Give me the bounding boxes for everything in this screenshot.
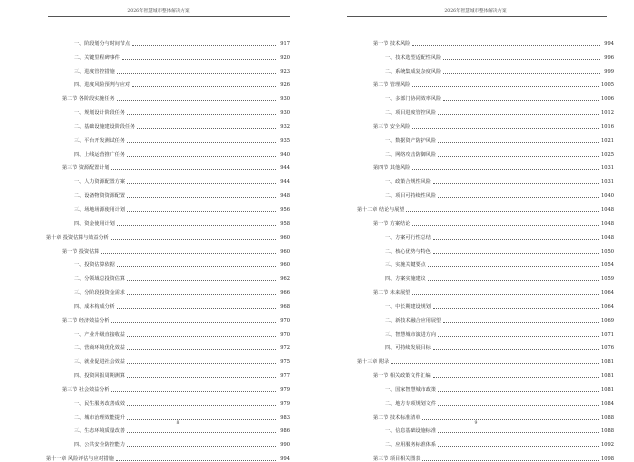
toc-entry[interactable] xyxy=(357,213,614,227)
toc-entry[interactable] xyxy=(46,351,290,365)
toc-entry[interactable] xyxy=(46,365,290,379)
dot-leader xyxy=(438,446,599,447)
dot-leader xyxy=(127,446,276,447)
toc-entry-label: 四、进度风险预判与应对 xyxy=(74,82,131,89)
toc-entry-label: 一、阶段划分与时间节点 xyxy=(74,40,131,47)
right-page xyxy=(317,0,634,462)
toc-entry-label: 第二节 未来展望 xyxy=(373,290,411,297)
dot-leader xyxy=(433,253,599,254)
toc-entry[interactable] xyxy=(357,185,614,199)
toc-entry-page: 1081 xyxy=(601,373,614,380)
toc-entry-page: 1040 xyxy=(601,193,614,200)
toc-entry-label: 二、新技术融合应用展望 xyxy=(385,317,442,324)
toc-entry[interactable] xyxy=(46,393,290,407)
toc-entry-label: 一、多部门协同效率风险 xyxy=(385,96,442,103)
toc-entry[interactable] xyxy=(357,47,614,61)
toc-entry[interactable] xyxy=(46,310,290,324)
dot-leader xyxy=(443,322,599,323)
toc-entry[interactable] xyxy=(46,379,290,393)
toc-entry-label: 四、上线运营推广任务 xyxy=(74,151,125,158)
toc-entry-page: 930 xyxy=(280,110,290,117)
dot-leader xyxy=(127,197,276,198)
toc-entry-label: 二、核心优势与特色 xyxy=(385,248,431,255)
toc-entry[interactable] xyxy=(357,448,614,462)
toc-entry-label: 第十二章 结论与展望 xyxy=(357,206,405,213)
dot-leader xyxy=(117,308,276,309)
toc-entry-page: 983 xyxy=(280,414,290,421)
dot-leader xyxy=(433,239,599,240)
toc-entry-label: 第二节 各阶段实施任务 xyxy=(62,96,115,103)
toc-entry-page: 1076 xyxy=(601,345,614,352)
toc-entry-label: 第十章 投资估算与效益分析 xyxy=(46,234,109,241)
dot-leader xyxy=(127,336,276,337)
dot-leader xyxy=(127,363,276,364)
toc-entry-label: 一、信息基础设施标准 xyxy=(385,428,436,435)
toc-entry-page: 1064 xyxy=(601,290,614,297)
toc-entry-page: 1098 xyxy=(601,456,614,462)
toc-entry[interactable] xyxy=(357,88,614,102)
toc-entry-page: 960 xyxy=(280,248,290,255)
toc-entry-label: 第三节 项目相关图表 xyxy=(373,456,421,462)
toc-entry[interactable] xyxy=(46,296,290,310)
toc-entry-label: 第一节 方案结论 xyxy=(373,220,411,227)
toc-entry[interactable] xyxy=(357,338,614,352)
dot-leader xyxy=(412,128,599,129)
toc-entry-page: 926 xyxy=(280,82,290,89)
toc-entry-label: 四、投资回报周期测算 xyxy=(74,373,125,380)
page-number: 8 xyxy=(176,421,180,426)
toc-entry-page: 1088 xyxy=(601,414,614,421)
dot-leader xyxy=(127,114,276,115)
toc-entry[interactable] xyxy=(46,227,290,241)
dot-leader xyxy=(438,156,599,157)
dot-leader xyxy=(433,183,599,184)
toc-entry[interactable] xyxy=(357,144,614,158)
dot-leader xyxy=(438,197,599,198)
toc-entry-page: 1081 xyxy=(601,359,614,366)
toc-entry[interactable] xyxy=(46,324,290,338)
dot-leader xyxy=(391,363,599,364)
toc-entry-label: 第四节 其他风险 xyxy=(373,165,411,172)
dot-leader xyxy=(127,211,276,212)
toc-entry-page: 986 xyxy=(280,428,290,435)
toc-entry-label: 三、生态环境质量改善 xyxy=(74,428,125,435)
dot-leader xyxy=(127,280,276,281)
toc-entry-page: 920 xyxy=(280,54,290,61)
toc-entry-page: 917 xyxy=(280,40,290,47)
toc-entry[interactable] xyxy=(357,268,614,282)
toc-entry-page: 1048 xyxy=(601,206,614,213)
toc-entry[interactable] xyxy=(357,241,614,255)
toc-entry-page: 1048 xyxy=(601,234,614,241)
dot-leader xyxy=(438,336,599,337)
toc-entry[interactable] xyxy=(46,407,290,421)
dot-leader xyxy=(111,391,276,392)
toc-entry-page: 990 xyxy=(280,442,290,449)
toc-entry-page: 1054 xyxy=(601,262,614,269)
dot-leader xyxy=(111,322,276,323)
dot-leader xyxy=(111,169,276,170)
toc-entry-page: 1005 xyxy=(601,82,614,89)
toc-entry[interactable] xyxy=(357,33,614,47)
toc-entry-page: 996 xyxy=(604,54,614,61)
toc-entry-label: 二、应用服务标准体系 xyxy=(385,442,436,449)
dot-leader xyxy=(428,280,599,281)
toc-entry-page: 1016 xyxy=(601,123,614,130)
dot-leader xyxy=(127,349,276,350)
running-header: 2026年智慧城市整体解决方案 xyxy=(127,9,190,14)
toc-entry[interactable] xyxy=(46,282,290,296)
toc-entry[interactable] xyxy=(46,434,290,448)
toc-entry-label: 第十三章 附录 xyxy=(357,359,390,366)
toc-entry-page: 940 xyxy=(280,151,290,158)
toc-entry-page: 1092 xyxy=(601,442,614,449)
dot-leader xyxy=(443,100,599,101)
toc-entry[interactable] xyxy=(46,158,290,172)
dot-leader xyxy=(117,100,276,101)
toc-entry[interactable] xyxy=(357,255,614,269)
dot-leader xyxy=(137,128,276,129)
toc-entry-page: 994 xyxy=(280,456,290,462)
toc-entry-label: 二、分领域总投资估算 xyxy=(74,276,125,283)
toc-entry-page: 1006 xyxy=(601,96,614,103)
toc-entry-page: 944 xyxy=(280,179,290,186)
toc-entry-page: 1084 xyxy=(601,400,614,407)
toc-entry-label: 一、规划设计阶段任务 xyxy=(74,110,125,117)
toc-entry-label: 第二节 经济效益分析 xyxy=(62,317,110,324)
toc-entry-label: 三、平台开发测试任务 xyxy=(74,137,125,144)
header-rule xyxy=(48,16,290,17)
dot-leader xyxy=(127,432,276,433)
toc-entry[interactable] xyxy=(357,116,614,130)
toc-entry-label: 二、城市治理效能提升 xyxy=(74,414,125,421)
toc-entry-label: 第一节 相关政策文件汇编 xyxy=(373,373,431,380)
toc-entry-page: 1050 xyxy=(601,248,614,255)
dot-leader xyxy=(117,73,276,74)
toc-entry-label: 二、系统集成复杂度风险 xyxy=(385,68,442,75)
toc-entry[interactable] xyxy=(357,158,614,172)
toc-entry-label: 三、场地场源使用计划 xyxy=(74,206,125,213)
toc-entry-page: 972 xyxy=(280,345,290,352)
header-rule xyxy=(347,16,607,17)
dot-leader xyxy=(443,73,600,74)
toc-entry-page: 1021 xyxy=(601,137,614,144)
table-of-contents xyxy=(46,33,290,462)
toc-entry-page: 1088 xyxy=(601,428,614,435)
toc-entry-page: 979 xyxy=(280,400,290,407)
dot-leader xyxy=(127,142,276,143)
toc-entry[interactable] xyxy=(46,61,290,75)
dot-leader xyxy=(101,253,276,254)
dot-leader xyxy=(433,308,599,309)
toc-entry[interactable] xyxy=(46,448,290,462)
toc-entry-label: 三、实施关键要点 xyxy=(385,262,426,269)
dot-leader xyxy=(117,225,276,226)
toc-entry-page: 930 xyxy=(280,96,290,103)
dot-leader xyxy=(438,405,599,406)
toc-entry-label: 二、设备物资资源配置 xyxy=(74,193,125,200)
toc-entry-label: 一、方案可行性总结 xyxy=(385,234,431,241)
toc-entry-page: 1059 xyxy=(601,276,614,283)
toc-entry[interactable] xyxy=(46,47,290,61)
toc-entry[interactable] xyxy=(46,102,290,116)
toc-entry-page: 1031 xyxy=(601,179,614,186)
dot-leader xyxy=(116,460,276,461)
toc-entry[interactable] xyxy=(357,102,614,116)
toc-entry-page: 1064 xyxy=(601,303,614,310)
dot-leader xyxy=(412,86,599,87)
toc-entry-page: 944 xyxy=(280,165,290,172)
toc-entry-label: 一、产业升级直接收益 xyxy=(74,331,125,338)
toc-entry-label: 四、可持续发展目标 xyxy=(385,345,431,352)
toc-entry-page: 1081 xyxy=(601,386,614,393)
toc-entry-label: 一、人力资源配置方案 xyxy=(74,179,125,186)
toc-entry-page: 948 xyxy=(280,193,290,200)
toc-entry-page: 935 xyxy=(280,137,290,144)
toc-entry-page: 1048 xyxy=(601,220,614,227)
toc-entry-label: 四、资金使用计划 xyxy=(74,220,115,227)
dot-leader xyxy=(412,45,600,46)
toc-entry-label: 二、项目进度管控风险 xyxy=(385,110,436,117)
toc-entry[interactable] xyxy=(46,338,290,352)
toc-entry-page: 979 xyxy=(280,386,290,393)
toc-entry-label: 四、方案实施建议 xyxy=(385,276,426,283)
toc-entry-label: 第一节 投资估算 xyxy=(62,248,100,255)
toc-entry[interactable] xyxy=(46,75,290,89)
toc-entry-page: 999 xyxy=(604,68,614,75)
toc-entry-page: 932 xyxy=(280,123,290,130)
dot-leader xyxy=(433,349,599,350)
toc-entry-page: 962 xyxy=(280,276,290,283)
toc-entry-label: 三、分阶段投资金需求 xyxy=(74,290,125,297)
dot-leader xyxy=(433,377,599,378)
toc-entry-label: 二、网络攻击防御风险 xyxy=(385,151,436,158)
toc-entry-page: 970 xyxy=(280,331,290,338)
toc-entry[interactable] xyxy=(46,255,290,269)
toc-entry[interactable] xyxy=(46,199,290,213)
toc-entry-label: 二、营商环境优化效益 xyxy=(74,345,125,352)
toc-entry[interactable] xyxy=(357,324,614,338)
toc-entry-label: 第十一章 风险评估与应对措施 xyxy=(46,456,114,462)
toc-entry-page: 968 xyxy=(280,303,290,310)
toc-entry-label: 一、中长期建设规划 xyxy=(385,303,431,310)
toc-entry-label: 三、就业促进社会效益 xyxy=(74,359,125,366)
dot-leader xyxy=(428,266,599,267)
toc-entry-page: 970 xyxy=(280,317,290,324)
toc-entry[interactable] xyxy=(46,241,290,255)
running-header: 2026年智慧城市整体解决方案 xyxy=(444,9,507,14)
dot-leader xyxy=(422,460,599,461)
toc-entry-label: 第二节 管理风险 xyxy=(373,82,411,89)
toc-entry-label: 三、进度管控措施 xyxy=(74,68,115,75)
toc-entry[interactable] xyxy=(46,88,290,102)
dot-leader xyxy=(443,59,600,60)
toc-entry-label: 第二节 技术标准清单 xyxy=(373,414,421,421)
toc-entry-label: 四、公共安全防控能力 xyxy=(74,442,125,449)
toc-entry[interactable] xyxy=(357,75,614,89)
toc-entry[interactable] xyxy=(357,379,614,393)
toc-entry[interactable] xyxy=(357,407,614,421)
toc-entry[interactable] xyxy=(357,310,614,324)
toc-entry-label: 一、国家智慧城市政策 xyxy=(385,386,436,393)
toc-entry[interactable] xyxy=(46,268,290,282)
toc-entry-page: 958 xyxy=(280,220,290,227)
toc-entry-page: 1025 xyxy=(601,151,614,158)
dot-leader xyxy=(406,211,599,212)
toc-entry-page: 1031 xyxy=(601,165,614,172)
toc-entry[interactable] xyxy=(357,282,614,296)
dot-leader xyxy=(127,405,276,406)
toc-entry[interactable] xyxy=(357,365,614,379)
dot-leader xyxy=(132,45,276,46)
dot-leader xyxy=(111,239,276,240)
toc-entry-page: 956 xyxy=(280,206,290,213)
toc-entry-label: 第三节 安全风险 xyxy=(373,123,411,130)
toc-entry[interactable] xyxy=(357,130,614,144)
toc-entry-page: 923 xyxy=(280,68,290,75)
dot-leader xyxy=(422,419,599,420)
toc-entry-label: 一、数据资产防护风险 xyxy=(385,137,436,144)
toc-entry[interactable] xyxy=(357,199,614,213)
toc-entry-page: 960 xyxy=(280,262,290,269)
toc-entry-label: 第一节 技术风险 xyxy=(373,40,411,47)
toc-entry[interactable] xyxy=(46,171,290,185)
toc-entry-page: 1071 xyxy=(601,331,614,338)
toc-entry[interactable] xyxy=(357,393,614,407)
toc-entry-label: 二、关键里程碑事件 xyxy=(74,54,120,61)
toc-entry-label: 一、政策合规性风险 xyxy=(385,179,431,186)
dot-leader xyxy=(412,225,599,226)
toc-entry-page: 966 xyxy=(280,290,290,297)
dot-leader xyxy=(127,294,276,295)
toc-entry[interactable] xyxy=(46,130,290,144)
toc-entry-page: 994 xyxy=(604,40,614,47)
toc-entry[interactable] xyxy=(357,61,614,75)
toc-entry-label: 第三节 社会效益分析 xyxy=(62,386,110,393)
toc-entry[interactable] xyxy=(46,33,290,47)
toc-entry[interactable] xyxy=(46,213,290,227)
toc-entry[interactable] xyxy=(46,116,290,130)
toc-entry-page: 1069 xyxy=(601,317,614,324)
toc-entry[interactable] xyxy=(357,296,614,310)
dot-leader xyxy=(127,183,276,184)
dot-leader xyxy=(127,419,276,420)
dot-leader xyxy=(438,142,599,143)
toc-entry-label: 第三节 资源配置计划 xyxy=(62,165,110,172)
page-number: 9 xyxy=(474,421,478,426)
toc-entry[interactable] xyxy=(357,171,614,185)
dot-leader xyxy=(127,156,276,157)
toc-entry-label: 三、智慧城市演进方向 xyxy=(385,331,436,338)
dot-leader xyxy=(438,391,599,392)
toc-entry-page: 1012 xyxy=(601,110,614,117)
toc-entry[interactable] xyxy=(357,227,614,241)
toc-entry-label: 一、技术选型适配性风险 xyxy=(385,54,442,61)
toc-entry-label: 四、成本构成分析 xyxy=(74,303,115,310)
dot-leader xyxy=(132,86,276,87)
dot-leader xyxy=(127,377,276,378)
toc-entry-page: 960 xyxy=(280,234,290,241)
toc-entry[interactable] xyxy=(357,434,614,448)
toc-entry-label: 一、民生服务改善成效 xyxy=(74,400,125,407)
toc-entry-label: 二、地方专项规划文件 xyxy=(385,400,436,407)
toc-entry-label: 二、项目可持续性风险 xyxy=(385,193,436,200)
toc-entry[interactable] xyxy=(46,185,290,199)
dot-leader xyxy=(438,114,599,115)
dot-leader xyxy=(117,266,276,267)
dot-leader xyxy=(412,294,599,295)
toc-entry-label: 二、基础设施建设阶段任务 xyxy=(74,123,136,130)
table-of-contents xyxy=(357,33,614,462)
dot-leader xyxy=(438,432,599,433)
dot-leader xyxy=(412,169,599,170)
toc-entry[interactable] xyxy=(357,351,614,365)
dot-leader xyxy=(122,59,276,60)
toc-entry-page: 977 xyxy=(280,373,290,380)
toc-entry-page: 975 xyxy=(280,359,290,366)
toc-entry-label: 一、投资估算依据 xyxy=(74,262,115,269)
toc-entry[interactable] xyxy=(46,144,290,158)
